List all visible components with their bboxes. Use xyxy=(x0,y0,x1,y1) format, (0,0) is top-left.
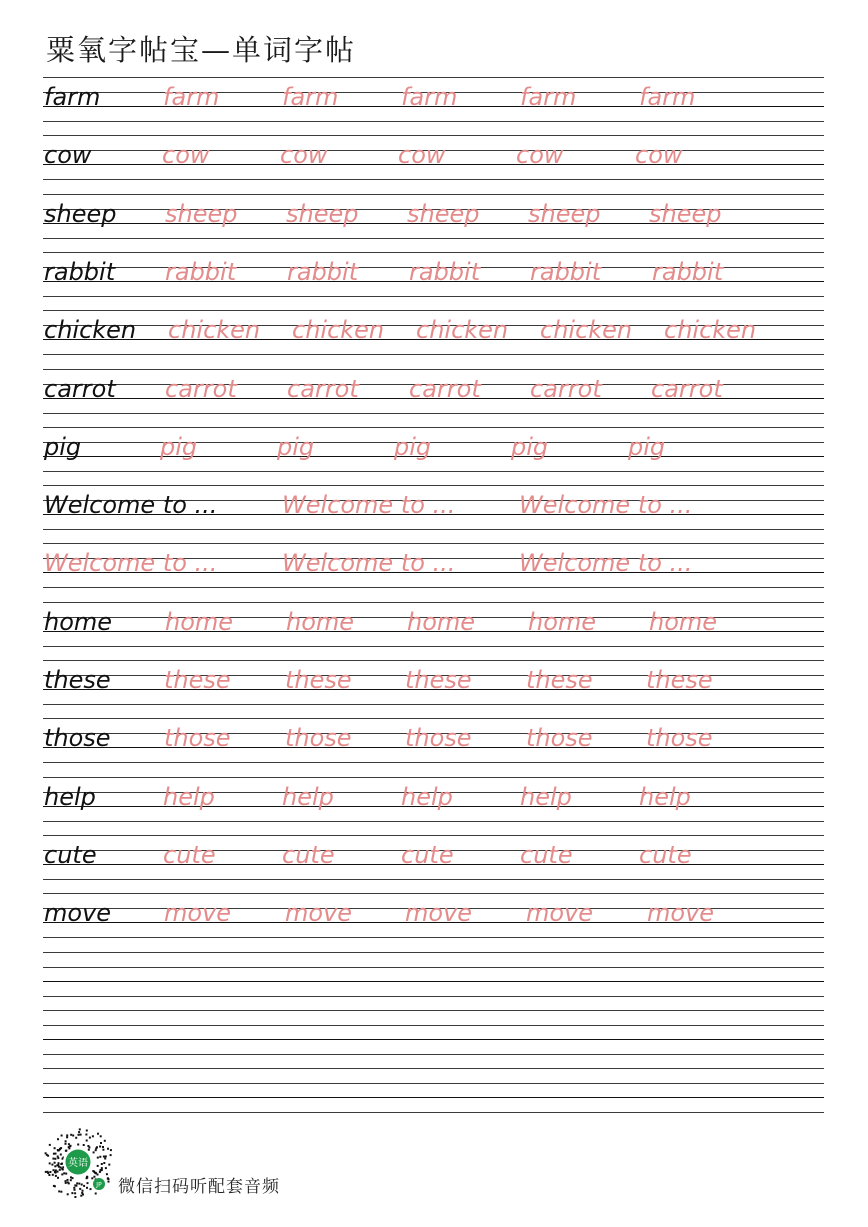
trace-word: these xyxy=(164,666,231,694)
trace-word: carrot xyxy=(165,374,237,403)
qr-dot xyxy=(74,1189,76,1191)
guide-rule xyxy=(43,646,824,647)
qr-dot xyxy=(79,1128,81,1130)
qr-dot xyxy=(104,1140,106,1142)
qr-dot xyxy=(74,1184,76,1186)
model-word: pig xyxy=(44,432,82,461)
qr-dot xyxy=(60,1191,62,1193)
qr-dot xyxy=(66,1136,68,1138)
trace-word: cow xyxy=(516,141,564,170)
trace-word: chicken xyxy=(416,316,509,345)
guide-rule xyxy=(43,1025,824,1026)
qr-dot xyxy=(54,1147,56,1149)
trace-word: home xyxy=(286,607,355,636)
trace-word: pig xyxy=(394,432,432,461)
guide-rule xyxy=(43,179,824,180)
qr-dot xyxy=(65,1140,67,1142)
guide-rule xyxy=(43,718,824,719)
model-word: home xyxy=(44,607,113,636)
guide-rule xyxy=(43,121,824,122)
trace-word: sheep xyxy=(528,199,601,228)
guide-rule xyxy=(43,996,824,997)
qr-dot xyxy=(103,1156,105,1158)
trace-word: Welcome to ... xyxy=(282,549,456,578)
qr-dot xyxy=(63,1172,65,1174)
qr-dot xyxy=(93,1151,95,1153)
guide-rule xyxy=(43,194,824,195)
qr-dot xyxy=(81,1184,83,1186)
model-word: chicken xyxy=(44,316,137,345)
guide-rule xyxy=(43,1054,824,1055)
qr-dot xyxy=(80,1134,82,1136)
qr-dot xyxy=(62,1158,64,1160)
trace-word: home xyxy=(165,607,234,636)
trace-word: those xyxy=(526,724,593,753)
qr-dot xyxy=(78,1131,80,1133)
qr-dot xyxy=(65,1182,67,1184)
trace-word: move xyxy=(164,899,232,928)
qr-dot xyxy=(75,1137,77,1139)
trace-word: these xyxy=(285,666,352,694)
qr-dot xyxy=(101,1163,103,1165)
qr-dot xyxy=(62,1168,64,1170)
model-word: cow xyxy=(44,141,92,170)
qr-dot xyxy=(87,1145,89,1147)
qr-dot xyxy=(55,1175,57,1177)
trace-word: help xyxy=(639,782,691,811)
trace-word: Welcome to ... xyxy=(519,491,693,520)
trace-word: chicken xyxy=(292,316,385,345)
qr-dot xyxy=(110,1149,112,1151)
qr-dot xyxy=(52,1174,54,1176)
qr-dot xyxy=(107,1148,109,1150)
trace-word: cute xyxy=(163,840,216,869)
trace-word: rabbit xyxy=(409,257,481,286)
qr-dot xyxy=(77,1144,79,1146)
qr-dot xyxy=(105,1167,107,1169)
trace-word: cow xyxy=(635,141,683,170)
baseline-rule xyxy=(43,981,824,982)
guide-rule xyxy=(43,1010,824,1011)
trace-word: those xyxy=(646,724,713,753)
qr-badge-text: 英语 xyxy=(68,1158,88,1169)
qr-dot xyxy=(59,1169,61,1171)
qr-dot xyxy=(104,1158,106,1160)
qr-dot xyxy=(57,1171,59,1173)
qr-dot xyxy=(54,1165,56,1167)
guide-rule xyxy=(43,660,824,661)
qr-dot xyxy=(99,1156,101,1158)
qr-dot xyxy=(65,1173,67,1175)
trace-word: chicken xyxy=(540,316,633,345)
trace-word: farm xyxy=(520,83,577,111)
qr-dot xyxy=(65,1180,67,1182)
trace-word: rabbit xyxy=(165,257,237,286)
qr-dot xyxy=(106,1173,108,1175)
trace-word: pig xyxy=(277,432,315,461)
qr-dot xyxy=(65,1150,67,1152)
guide-rule xyxy=(43,1068,824,1069)
trace-word: carrot xyxy=(530,374,602,403)
qr-dot xyxy=(54,1185,56,1187)
qr-dot xyxy=(92,1135,94,1137)
qr-dot xyxy=(97,1174,99,1176)
trace-word: pig xyxy=(628,432,666,461)
trace-word: those xyxy=(405,724,472,753)
qr-dot xyxy=(60,1163,62,1165)
trace-word: those xyxy=(164,724,231,753)
qr-dot xyxy=(83,1144,85,1146)
trace-word: carrot xyxy=(651,374,723,403)
qr-dot xyxy=(100,1142,102,1144)
qr-dot xyxy=(101,1167,103,1169)
trace-word: cute xyxy=(639,840,692,869)
qr-dot xyxy=(48,1174,50,1176)
qr-dot xyxy=(95,1149,97,1151)
qr-dot xyxy=(94,1172,96,1174)
qr-dot xyxy=(60,1154,62,1156)
qr-dot xyxy=(58,1190,60,1192)
qr-dot xyxy=(86,1130,88,1132)
qr-dot xyxy=(47,1172,49,1174)
trace-word: help xyxy=(401,782,453,811)
qr-dot xyxy=(61,1173,63,1175)
model-word: these xyxy=(44,666,111,694)
qr-dot xyxy=(93,1176,95,1178)
qr-dot xyxy=(102,1149,104,1151)
trace-word: sheep xyxy=(407,199,480,228)
guide-rule xyxy=(43,310,824,311)
trace-word: rabbit xyxy=(530,257,602,286)
guide-rule xyxy=(43,952,824,953)
trace-word: Welcome to ... xyxy=(519,549,693,578)
qr-dot xyxy=(78,1183,80,1185)
guide-rule xyxy=(43,937,824,938)
qr-dot xyxy=(70,1179,72,1181)
model-word: Welcome to ... xyxy=(44,491,218,520)
trace-word: chicken xyxy=(664,316,757,345)
trace-word: cute xyxy=(401,840,454,869)
qr-dot xyxy=(88,1149,90,1151)
guide-rule xyxy=(43,471,824,472)
trace-word: farm xyxy=(282,83,339,111)
guide-rule xyxy=(43,704,824,705)
guide-rule xyxy=(43,413,824,414)
qr-dot xyxy=(103,1162,105,1164)
trace-word: these xyxy=(405,666,472,694)
model-word: help xyxy=(44,782,96,811)
guide-rule xyxy=(43,543,824,544)
trace-word: home xyxy=(528,607,597,636)
qr-dot xyxy=(90,1188,92,1190)
guide-rule xyxy=(43,77,824,78)
qr-dot xyxy=(86,1176,88,1178)
qr-dot xyxy=(78,1134,80,1136)
qr-dot xyxy=(51,1164,53,1166)
qr-dot xyxy=(91,1177,93,1179)
trace-word: cow xyxy=(162,141,210,170)
qr-dot xyxy=(76,1182,78,1184)
qr-dot xyxy=(97,1157,99,1159)
qr-dot xyxy=(82,1190,84,1192)
guide-rule xyxy=(43,427,824,428)
page-title: 粟氧字帖宝—单词字帖 xyxy=(46,33,357,67)
qr-dot xyxy=(99,1146,101,1148)
trace-word: rabbit xyxy=(287,257,359,286)
model-word: those xyxy=(44,724,111,753)
qr-dot xyxy=(49,1162,51,1164)
trace-word: sheep xyxy=(649,199,722,228)
model-word: cute xyxy=(44,840,97,869)
trace-word: sheep xyxy=(165,199,238,228)
trace-word: cow xyxy=(280,141,328,170)
model-word: farm xyxy=(44,83,101,111)
qr-dot xyxy=(53,1169,55,1171)
trace-word: pig xyxy=(511,432,549,461)
trace-word: cute xyxy=(520,840,573,869)
qr-dot xyxy=(74,1192,76,1194)
qr-dot xyxy=(100,1169,102,1171)
trace-word: chicken xyxy=(168,316,261,345)
guide-rule xyxy=(43,135,824,136)
qr-dot xyxy=(95,1193,97,1195)
footer-caption: 微信扫码听配套音频 xyxy=(118,1177,280,1197)
qr-dot xyxy=(67,1193,69,1195)
model-word: move xyxy=(44,899,112,928)
guide-rule xyxy=(43,602,824,603)
qr-dot xyxy=(54,1162,56,1164)
guide-rule xyxy=(43,821,824,822)
guide-rule xyxy=(43,777,824,778)
guide-rule xyxy=(43,238,824,239)
qr-dot xyxy=(61,1135,63,1137)
trace-word: these xyxy=(646,666,713,694)
qr-dot xyxy=(56,1164,58,1166)
guide-rule xyxy=(43,529,824,530)
guide-rule xyxy=(43,835,824,836)
qr-dot xyxy=(55,1172,57,1174)
qr-code-icon xyxy=(42,1126,114,1198)
trace-word: move xyxy=(647,899,715,928)
trace-word: move xyxy=(405,899,473,928)
qr-dot xyxy=(110,1154,112,1156)
qr-dot xyxy=(102,1146,104,1148)
trace-word: home xyxy=(649,607,718,636)
guide-rule xyxy=(43,893,824,894)
trace-word: rabbit xyxy=(652,257,724,286)
qr-dot xyxy=(57,1149,59,1151)
model-word: sheep xyxy=(44,199,117,228)
qr-dot xyxy=(57,1177,59,1179)
qr-dot xyxy=(79,1188,81,1190)
qr-dot xyxy=(81,1192,83,1194)
qr-dot xyxy=(89,1137,91,1139)
guide-rule xyxy=(43,1083,824,1084)
baseline-rule xyxy=(43,1039,824,1040)
qr-dot xyxy=(68,1146,70,1148)
qr-dot xyxy=(58,1162,60,1164)
guide-rule xyxy=(43,485,824,486)
qr-dot xyxy=(73,1187,75,1189)
qr-dot xyxy=(52,1158,54,1160)
guide-rule xyxy=(43,296,824,297)
qr-dot xyxy=(95,1147,97,1149)
trace-word: sheep xyxy=(286,199,359,228)
model-word: carrot xyxy=(44,374,116,403)
guide-rule xyxy=(43,354,824,355)
qr-dot xyxy=(60,1166,62,1168)
qr-dot xyxy=(108,1181,110,1183)
qr-dot xyxy=(70,1145,72,1147)
qr-dot xyxy=(67,1179,69,1181)
qr-dot xyxy=(97,1133,99,1135)
guide-rule xyxy=(43,587,824,588)
guide-rule xyxy=(43,369,824,370)
guide-rule xyxy=(43,1112,824,1113)
trace-word: home xyxy=(407,607,476,636)
guide-rule xyxy=(43,879,824,880)
trace-word: Welcome to ... xyxy=(44,549,218,578)
qr-dot xyxy=(100,1135,102,1137)
model-word: rabbit xyxy=(44,257,116,286)
trace-word: carrot xyxy=(409,374,481,403)
trace-word: help xyxy=(163,782,215,811)
trace-word: move xyxy=(285,899,353,928)
trace-word: cute xyxy=(282,840,335,869)
guide-rule xyxy=(43,252,824,253)
qr-dot xyxy=(74,1196,76,1198)
trace-word: help xyxy=(520,782,572,811)
qr-dot xyxy=(72,1135,74,1137)
qr-dot xyxy=(45,1152,47,1154)
trace-word: move xyxy=(526,899,594,928)
guide-rule xyxy=(43,762,824,763)
qr-dot xyxy=(65,1143,67,1145)
qr-dot xyxy=(70,1176,72,1178)
guide-rule xyxy=(43,967,824,968)
trace-word: cow xyxy=(398,141,446,170)
trace-word: pig xyxy=(160,432,198,461)
qr-dot xyxy=(107,1177,109,1179)
qr-dot xyxy=(108,1164,110,1166)
trace-word: those xyxy=(285,724,352,753)
qr-dot xyxy=(49,1171,51,1173)
qr-dot xyxy=(85,1134,87,1136)
qr-dot xyxy=(105,1155,107,1157)
qr-dot xyxy=(57,1138,59,1140)
qr-dot xyxy=(54,1158,56,1160)
qr-dot xyxy=(97,1165,99,1167)
qr-dot xyxy=(53,1153,55,1155)
qr-dot xyxy=(83,1185,85,1187)
trace-word: farm xyxy=(163,83,220,111)
trace-word: these xyxy=(526,666,593,694)
qr-dot xyxy=(71,1192,73,1194)
qr-dot xyxy=(57,1157,59,1159)
qr-dot xyxy=(45,1171,47,1173)
trace-word: carrot xyxy=(287,374,359,403)
qr-dot xyxy=(67,1181,69,1183)
qr-dot xyxy=(87,1182,89,1184)
qr-dot xyxy=(86,1140,88,1142)
qr-corner-text: JP xyxy=(96,1181,102,1189)
trace-word: help xyxy=(282,782,334,811)
qr-dot xyxy=(86,1187,88,1189)
qr-dot xyxy=(66,1134,68,1136)
trace-word: farm xyxy=(639,83,696,111)
baseline-rule xyxy=(43,1097,824,1098)
qr-dot xyxy=(49,1144,51,1146)
qr-dot xyxy=(70,1134,72,1136)
trace-word: Welcome to ... xyxy=(282,491,456,520)
qr-dot xyxy=(60,1147,62,1149)
trace-word: farm xyxy=(401,83,458,111)
